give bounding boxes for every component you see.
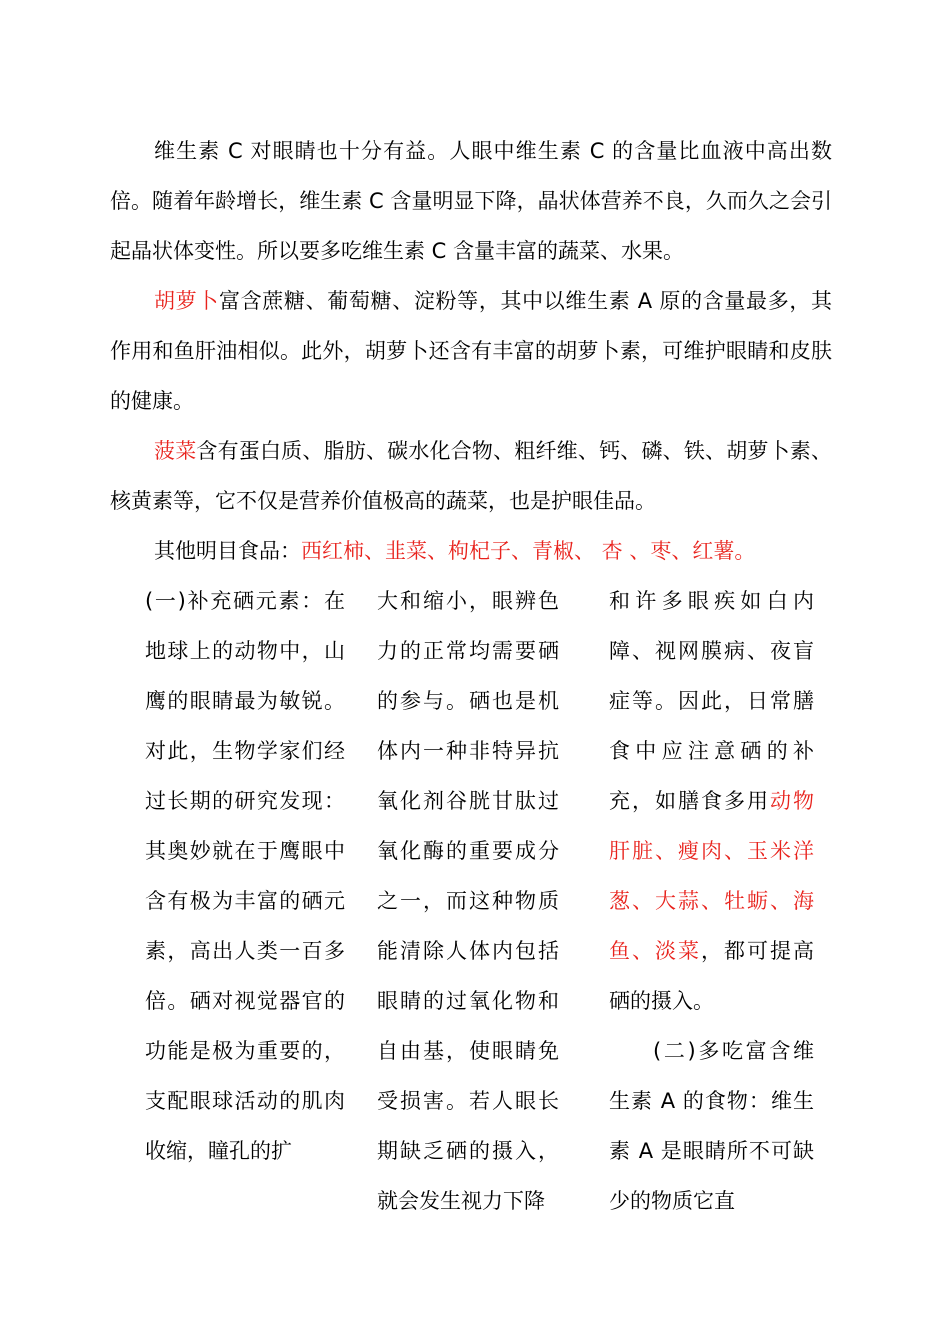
carrot-highlight: 胡萝卜 — [154, 289, 219, 313]
column-1-selenium: (一)补充硒元素：在地球上的动物中，山鹰的眼睛最为敏锐。对此，生物学家们经过长期的研究发现：其奥妙就在于鹰眼中含有极为丰富的硒元素，高出人类一百多倍。硒对视觉器官的功能是极为重要的，支配眼球活动的肌肉收缩，瞳孔的扩 — [145, 589, 345, 1163]
carrot-text: 富含蔗糖、葡萄糖、淀粉等，其中以维生素 A 原的含量最多，其作用和鱼肝油相似。此外，胡萝卜还含有丰富的胡萝卜素，可维护眼睛和皮肤的健康。 — [110, 289, 833, 413]
paragraph-other-foods — [110, 526, 832, 576]
other-foods-list: 西红柿、韭菜、枸杞子、青椒、 杏 、枣、红薯。 — [301, 539, 756, 563]
column-2-selenium: 大和缩小，眼辨色力的正常均需要硒的参与。硒也是机体内一种非特异抗氧化剂谷胱甘肽过氧化酶的重要成分之一，而这种物质能清除人体内包括眼睛的过氧化物和自由基，使眼睛免受损害。若人眼长期缺乏硒的摄入，就会发生视力下降 — [377, 589, 559, 1213]
selenium-foods-highlight: 动物肝脏、瘦肉、玉米洋葱、大蒜、牡蛎、海鱼、淡菜 — [609, 789, 814, 963]
spinach-highlight: 菠菜 — [154, 439, 197, 463]
paragraph-carrot — [110, 276, 832, 426]
spinach-text: 含有蛋白质、脂肪、碳水化合物、粗纤维、钙、磷、铁、胡萝卜素、核黄素等，它不仅是营养价值极高的蔬菜，也是护眼佳品。 — [110, 439, 833, 513]
section-vitamin-a-heading: (二)多吃富含维生素 A 的食物：维生素 A 是眼睛所不可缺少的物质它直 — [609, 1039, 814, 1213]
other-foods-label: 其他明目食品： — [154, 539, 301, 563]
column-3 — [609, 576, 814, 1226]
paragraph-spinach — [110, 426, 832, 526]
column-3-intro: 和许多眼疾如白内障、视网膜病、夜盲症等。因此，日常膳食中应注意硒的补充，如膳食多用 — [609, 589, 814, 813]
column-3-after: ，都可提高硒的摄入。 — [609, 939, 814, 1013]
paragraph-vitamin-c: 维生素 C 对眼睛也十分有益。人眼中维生素 C 的含量比血液中高出数倍。随着年龄增长，维生素 C 含量明显下降，晶状体营养不良，久而久之会引起晶状体变性。所以要多吃维生素 C 含量丰富的蔬菜、水果。 — [110, 139, 832, 263]
